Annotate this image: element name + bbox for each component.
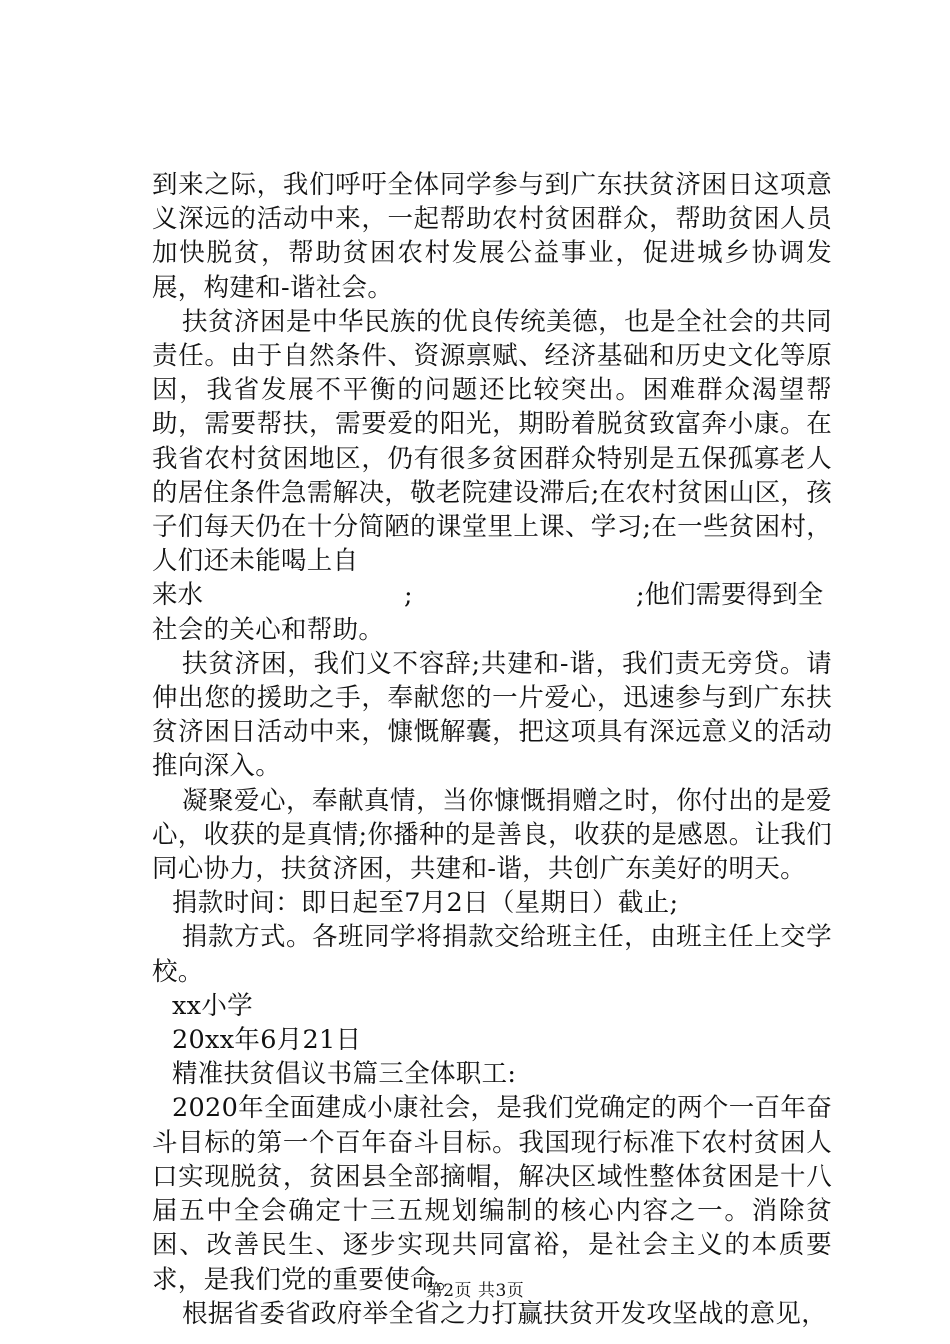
paragraph-2-end: 社会的关心和帮助。 <box>152 614 385 645</box>
paragraph-2: 扶贫济困是中华民族的优良传统美德，也是全社会的共同责任。由于自然条件、资源禀赋、经济基础和历史文化等原因，我省发展不平衡的问题还比较突出。困难群众渴望帮助，需要帮扶，需要爱的阳光，期盼着脱贫致富奔小康。在我省农村贫困地区，仍有很多贫困群众特别是五保孤寡老人的居住条件急需解决，敬老院建设滞后;在农村贫困山区，孩子们每天仍在十分简陋的课堂里上课、学习;在一些贫困村，人们还未能喝上自 <box>152 306 832 577</box>
donation-time: 捐款时间：即日起至7月2日（星期日）截止; <box>172 888 679 919</box>
paragraph-5: 2020年全面建成小康社会，是我们党确定的两个一百年奋斗目标的第一个百年奋斗目标。我国现行标准下农村贫困人口实现脱贫，贫困县全部摘帽，解决区域性整体贫困是十八届五中全会确定十三五规划编制的核心内容之一。消除贫困、改善民生、逐步实现共同富裕，是社会主义的本质要求，是我们党的重要使命。 <box>152 1093 832 1295</box>
paragraph-1: 到来之际，我们呼吁全体同学参与到广东扶贫济困日这项意义深远的活动中来，一起帮助农村贫困群众，帮助贫困人员加快脱贫，帮助贫困农村发展公益事业，促进城乡协调发展，构建和-谐社会。 <box>152 170 832 303</box>
document-body <box>152 168 832 1331</box>
signature-date: 20xx年6月21日 <box>172 1025 362 1056</box>
paragraph-3: 扶贫济困，我们义不容辞;共建和-谐，我们责无旁贷。请伸出您的援助之手，奉献您的一片爱心，迅速参与到广东扶贫济困日活动中来，慷慨解囊，把这项具有深远意义的活动推向深入。 <box>152 648 832 782</box>
page-number-footer: 第2页 共3页 <box>425 1281 525 1301</box>
donation-method: 捐款方式。各班同学将捐款交给班主任，由班主任上交学校。 <box>152 922 832 987</box>
paragraph-6: 根据省委省政府举全省之力打赢扶贫开发攻坚战的意见， <box>182 1298 828 1329</box>
split-line <box>152 578 832 612</box>
paragraph-4: 凝聚爱心，奉献真情，当你慷慨捐赠之时，你付出的是爱心，收获的是真情;你播种的是善良，收获的是感恩。让我们同心协力，扶贫济困，共建和-谐，共创广东美好的明天。 <box>152 785 832 885</box>
split-line-part-2: ; <box>404 580 413 611</box>
split-line-part-1: 来水 <box>152 580 204 611</box>
signature-school: xx小学 <box>172 990 253 1021</box>
split-line-part-3: ;他们需要得到全 <box>636 580 824 611</box>
next-section-title: 精准扶贫倡议书篇三全体职工: <box>172 1059 517 1090</box>
